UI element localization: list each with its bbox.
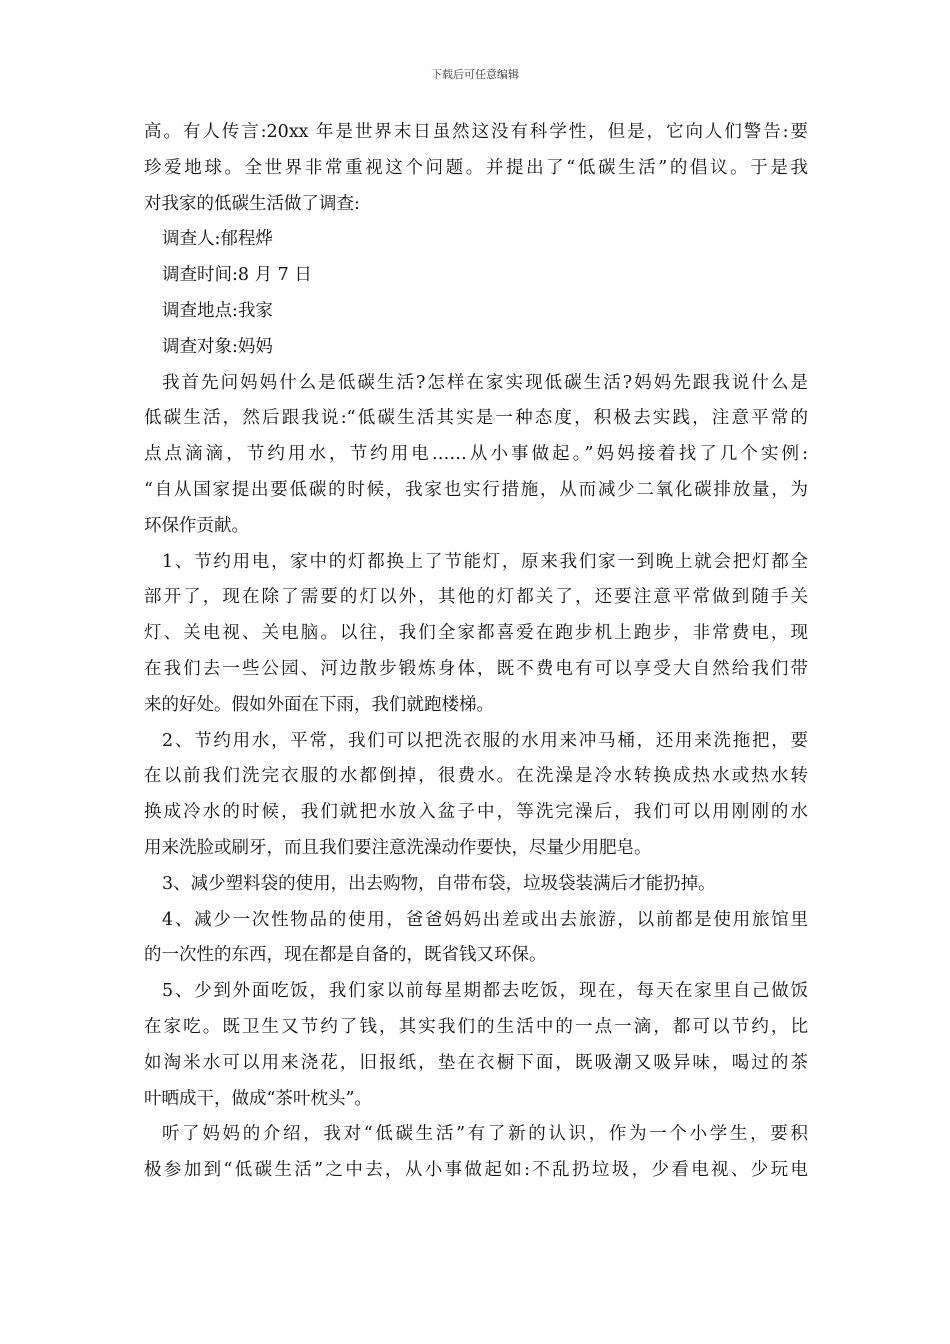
text-line: 环保作贡献。 (144, 515, 249, 536)
text-line: 灯、关电视、关电脑。以往，我们全家都喜爱在跑步机上跑步，非常费电，现 (144, 623, 808, 644)
text-line: 极参加到“低碳生活”之中去，从小事做起如:不乱扔垃圾，少看电视、少玩电 (144, 1160, 808, 1181)
text-line: 换成冷水的时候，我们就把水放入盆子中，等洗完澡后，我们可以用刚刚的水 (144, 802, 808, 823)
text-line: 在我们去一些公园、河边散步锻炼身体，既不费电有可以享受大自然给我们带 (144, 658, 808, 679)
text-line: 听了妈妈的介绍，我对“低碳生活”有了新的认识，作为一个小学生，要积 (162, 1124, 808, 1145)
text-line: 5、少到外面吃饭，我们家以前每星期都去吃饭，现在，每天在家里自己做饭 (162, 981, 808, 1002)
page-header: 下载后可任意编辑 (431, 68, 519, 81)
text-line: 2、节约用水，平常，我们可以把洗衣服的水用来冲马桶，还用来洗拖把，要 (162, 730, 808, 751)
text-line: 低碳生活，然后跟我说:“低碳生活其实是一种态度，积极去实践，注意平常的 (144, 408, 808, 429)
text-line: 用来洗脸或刷牙，而且我们要注意洗澡动作要快，尽量少用肥皂。 (144, 837, 652, 858)
text-line: 来的好处。假如外面在下雨，我们就跑楼梯。 (144, 694, 494, 715)
text-line: 调查时间:8 月 7 日 (162, 265, 312, 286)
document-body (144, 115, 808, 1189)
text-line: 对我家的低碳生活做了调查: (144, 193, 360, 214)
text-line: 叶晒成干，做成“茶叶枕头”。 (144, 1088, 372, 1109)
text-line: “自从国家提出要低碳的时候，我家也实行措施，从而减少二氧化碳排放量，为 (144, 479, 808, 500)
text-line: 我首先问妈妈什么是低碳生活?怎样在家实现低碳生活?妈妈先跟我说什么是 (162, 372, 808, 393)
text-line: 调查人:郁程烨 (162, 229, 273, 250)
text-line: 如淘米水可以用来浇花，旧报纸，垫在衣橱下面，既吸潮又吸异味，喝过的茶 (144, 1052, 808, 1073)
text-line: 1、节约用电，家中的灯都换上了节能灯，原来我们家一到晚上就会把灯都全 (162, 551, 808, 572)
text-line: 在家吃。既卫生又节约了钱，其实我们的生活中的一点一滴，都可以节约，比 (144, 1016, 808, 1037)
text-line: 4、减少一次性物品的使用，爸爸妈妈出差或出去旅游，以前都是使用旅馆里 (162, 909, 808, 930)
text-line: 调查地点:我家 (162, 300, 273, 321)
text-line: 珍爱地球。全世界非常重视这个问题。并提出了“低碳生活”的倡议。于是我 (144, 157, 808, 178)
text-line: 高。有人传言:20xx 年是世界末日虽然这没有科学性，但是，它向人们警告:要 (144, 122, 808, 142)
text-line: 部开了，现在除了需要的灯以外，其他的灯都关了，还要注意平常做到随手关 (144, 587, 808, 608)
text-line: 3、减少塑料袋的使用，出去购物，自带布袋，垃圾袋装满后才能扔掉。 (162, 873, 716, 894)
text-line: 的一次性的东西，现在都是自备的，既省钱又环保。 (144, 945, 547, 966)
text-line: 在以前我们洗完衣服的水都倒掉，很费水。在洗澡是冷水转换成热水或热水转 (144, 766, 808, 787)
text-line: 调查对象:妈妈 (162, 336, 273, 357)
text-line: 点点滴滴，节约用水，节约用电……从小事做起。”妈妈接着找了几个实例: (144, 444, 808, 465)
